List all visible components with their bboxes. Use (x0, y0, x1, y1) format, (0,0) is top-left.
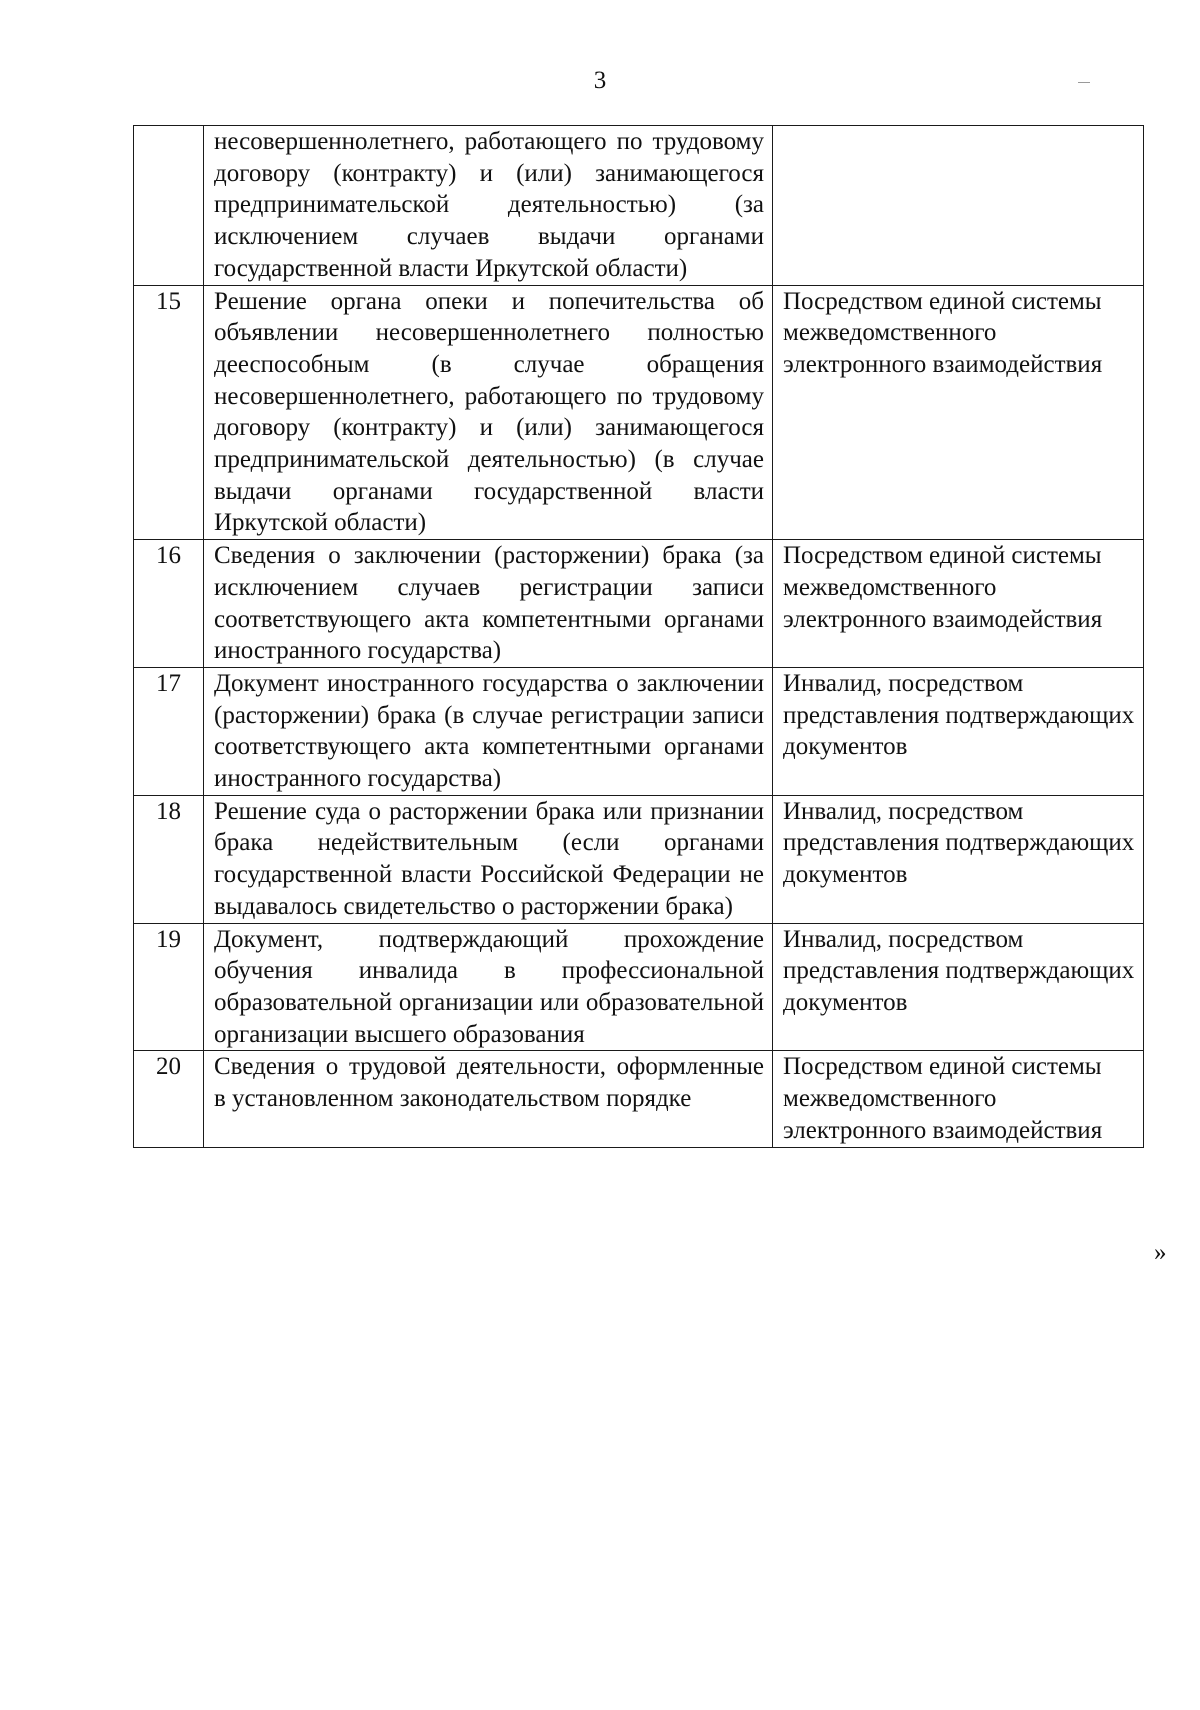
table-row (134, 540, 1144, 668)
submission-method: Инвалид, посредством представления подтверждающих документов (773, 923, 1144, 1051)
submission-method (773, 126, 1144, 286)
closing-quote-mark: » (1154, 1239, 1167, 1266)
document-name: Решение органа опеки и попечительства об объявлении несовершеннолетнего полностью дееспособным (в случае обращения несовершеннолетнего, работающего по трудовому договору (контракту) и (или) занимающегося предпринимательской деятельностью) (в случае выдачи органами государственной власти Иркутской области) (204, 285, 773, 540)
document-name: Сведения о заключении (расторжении) брака (за исключением случаев регистрации записи соответствующего акта компетентными органами иностранного государства) (204, 540, 773, 668)
table-row (134, 1051, 1144, 1147)
submission-method: Посредством единой системы межведомственного электронного взаимодействия (773, 1051, 1144, 1147)
table-row (134, 923, 1144, 1051)
page-number: 3 (593, 67, 607, 94)
row-number: 18 (134, 795, 204, 923)
document-name: Документ, подтверждающий прохождение обучения инвалида в профессиональной образовательной организации или образовательной организации высшего образования (204, 923, 773, 1051)
submission-method: Инвалид, посредством представления подтверждающих документов (773, 667, 1144, 795)
document-name: Документ иностранного государства о заключении (расторжении) брака (в случае регистрации записи соответствующего акта компетентными органами иностранного государства) (204, 667, 773, 795)
row-number: 15 (134, 285, 204, 540)
submission-method: Посредством единой системы межведомственного электронного взаимодействия (773, 540, 1144, 668)
row-number: 17 (134, 667, 204, 795)
submission-method: Инвалид, посредством представления подтверждающих документов (773, 795, 1144, 923)
row-number: 16 (134, 540, 204, 668)
submission-method: Посредством единой системы межведомственного электронного взаимодействия (773, 285, 1144, 540)
table-row (134, 667, 1144, 795)
table-row (134, 126, 1144, 286)
table-row (134, 285, 1144, 540)
document-name: Решение суда о расторжении брака или признании брака недействительным (если органами государственной власти Российской Федерации не выдавалось свидетельство о расторжении брака) (204, 795, 773, 923)
documents-table (133, 125, 1144, 1148)
table-row (134, 795, 1144, 923)
document-name: несовершеннолетнего, работающего по трудовому договору (контракту) и (или) занимающегося предпринимательской деятельностью) (за исключением случаев выдачи органами государственной власти Иркутской области) (204, 126, 773, 286)
row-number: 19 (134, 923, 204, 1051)
document-name: Сведения о трудовой деятельности, оформленные в установленном законодательством порядке (204, 1051, 773, 1147)
scan-artifact (1078, 82, 1090, 83)
row-number (134, 126, 204, 286)
row-number: 20 (134, 1051, 204, 1147)
